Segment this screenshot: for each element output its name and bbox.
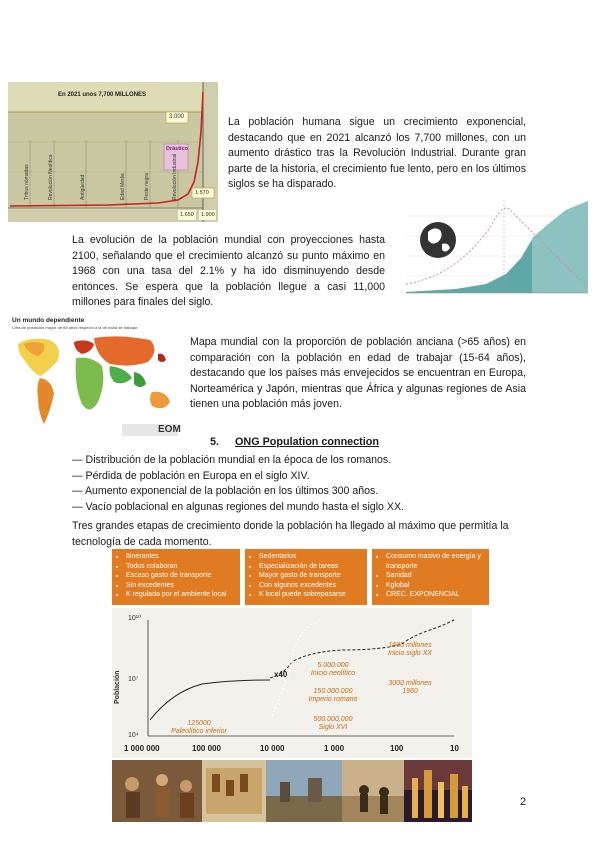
label-1900: 1.900 — [201, 212, 215, 218]
stage-item: • K regulada por el ambiente local — [126, 590, 236, 600]
stage-item: • Mayor gasto de transporte — [259, 571, 363, 581]
stage-item: • Sin excedentes — [126, 581, 236, 591]
xtick: 10 — [450, 744, 459, 753]
vertical-label: Peste negra — [144, 173, 150, 200]
chart-title: En 2021 unos 7,700 MILLONES — [58, 92, 147, 98]
ytick: 10⁴ — [128, 732, 139, 739]
paragraph-population-projection: La evolución de la población mundial con proyecciones hasta 2100, señalando que el crecimiento alcanzó su punto máximo en 1968 con una tasa del 2.1% y ha ido disminuyendo desde entonces. Se espera que la población llegue a casi 11,000 millones para finales del siglo. — [72, 234, 385, 309]
ylabel: Población — [114, 670, 121, 704]
stage-item: • Con algunos excedentes — [259, 581, 363, 591]
paragraph-population-exponential: La población humana sigue un crecimiento exponencial, destacando que en 2021 alcanzó los 7,700 millones, con un aumento drástico tras la Revolución Industrial. Durante gran parte de la historia, el crecimiento fue lento, pero en los últimos siglos se ha disparado. — [228, 116, 526, 191]
x40-label: x40 — [274, 670, 288, 679]
paragraph-growth-stages: Tres grandes etapas de crecimiento donde la población ha llegado al máximo que permitía la tecnología de cada momento. — [72, 520, 509, 548]
vertical-label: Edad Media — [120, 173, 126, 200]
stage-box-industrial — [372, 549, 489, 605]
list-item: — Vacío poblacional en algunas regiones del mundo hasta el siglo XX. — [72, 500, 404, 513]
xtick: 1 000 — [324, 744, 345, 753]
annotation: 3000 millones 1960 — [388, 680, 432, 695]
label-1650: 1.650 — [180, 212, 194, 218]
world-population-projection-chart — [396, 196, 596, 299]
stage-item: • Kglobal — [386, 581, 485, 591]
historical-population-svg — [8, 82, 218, 222]
stage-item: • Consumo masivo de energía y transporte — [386, 552, 485, 571]
paragraph-aging-map: Mapa mundial con la proporción de población anciana (>65 años) en comparación con la población en edad de trabajar (15-64 años), destacando que los países más envejecidos se encuentran en Europa, Norteamérica y Japón, mientras que África y algunas regiones de Asia tienen una población más joven. — [190, 336, 526, 411]
page-number: 2 — [520, 796, 527, 808]
xtick: 1 000 000 — [124, 744, 160, 753]
stage-item: • Especialización de tareas — [259, 562, 363, 572]
bullet-list — [72, 453, 492, 515]
annotation: 125000 Paleolítico inferior — [171, 720, 227, 735]
annotation: 150.000.000 Imperio romano — [308, 688, 358, 703]
stage-item: • Itinerantes — [126, 552, 236, 562]
stage-box-paleolithic — [112, 549, 240, 605]
projection-svg — [396, 196, 596, 299]
map-subtitle: Cifra de población mayor de 65 años respecto a la de edad de trabajar — [12, 325, 138, 330]
stage-box-neolithic — [245, 549, 367, 605]
list-item: — Pérdida de población en Europa en el siglo XIV. — [72, 469, 310, 482]
stage-item: • Sedentarios — [259, 552, 363, 562]
xtick: 10 000 — [260, 744, 285, 753]
label-box-value: 3.000 — [169, 114, 185, 120]
photo-strip-svg — [112, 760, 472, 822]
stage-item: • K local puede sobrepasarse — [259, 590, 363, 600]
label-1570: 1.570 — [195, 190, 209, 196]
xtick: 100 — [390, 744, 404, 753]
stage-item: • Escaso gasto de transporte — [126, 571, 236, 581]
population-stages-chart — [112, 608, 472, 758]
historical-population-chart — [8, 82, 218, 222]
vertical-label: Antigüedad — [80, 174, 86, 200]
vertical-label: Revolución Neolítica — [48, 154, 54, 200]
historical-photo-strip — [112, 760, 472, 822]
label-drastic: Drástico — [166, 146, 189, 152]
ytick: 10¹⁰ — [128, 615, 141, 622]
list-item: — Aumento exponencial de la población en los últimos 300 años. — [72, 485, 379, 498]
stage-item: • CREC. EXPONENCIAL — [386, 590, 485, 600]
stage-item: • Todos colaboran — [126, 562, 236, 572]
map-logo: EOM — [158, 424, 181, 435]
section-title-text: ONG Population connection — [235, 436, 379, 448]
vertical-label: Tribus nómadas — [24, 164, 30, 200]
ytick: 10⁷ — [128, 676, 139, 683]
section-number: 5. — [210, 436, 220, 448]
stage-item: • Sanidad — [386, 571, 485, 581]
section-heading — [210, 436, 379, 448]
annotation: 500.000.000 Siglo XVI — [313, 716, 353, 731]
xtick: 100 000 — [192, 744, 221, 753]
map-title: Un mundo dependiente — [12, 317, 85, 324]
map-svg — [10, 332, 182, 438]
vertical-label: Revolución Industrial — [172, 153, 178, 200]
annotation: 1600 millones Inicio siglo XX — [388, 642, 432, 657]
annotation: 5.000.000 Inicio neolítico — [310, 662, 356, 677]
world-dependency-map — [10, 316, 182, 438]
list-item: — Distribución de la población mundial en la época de los romanos. — [72, 454, 392, 466]
